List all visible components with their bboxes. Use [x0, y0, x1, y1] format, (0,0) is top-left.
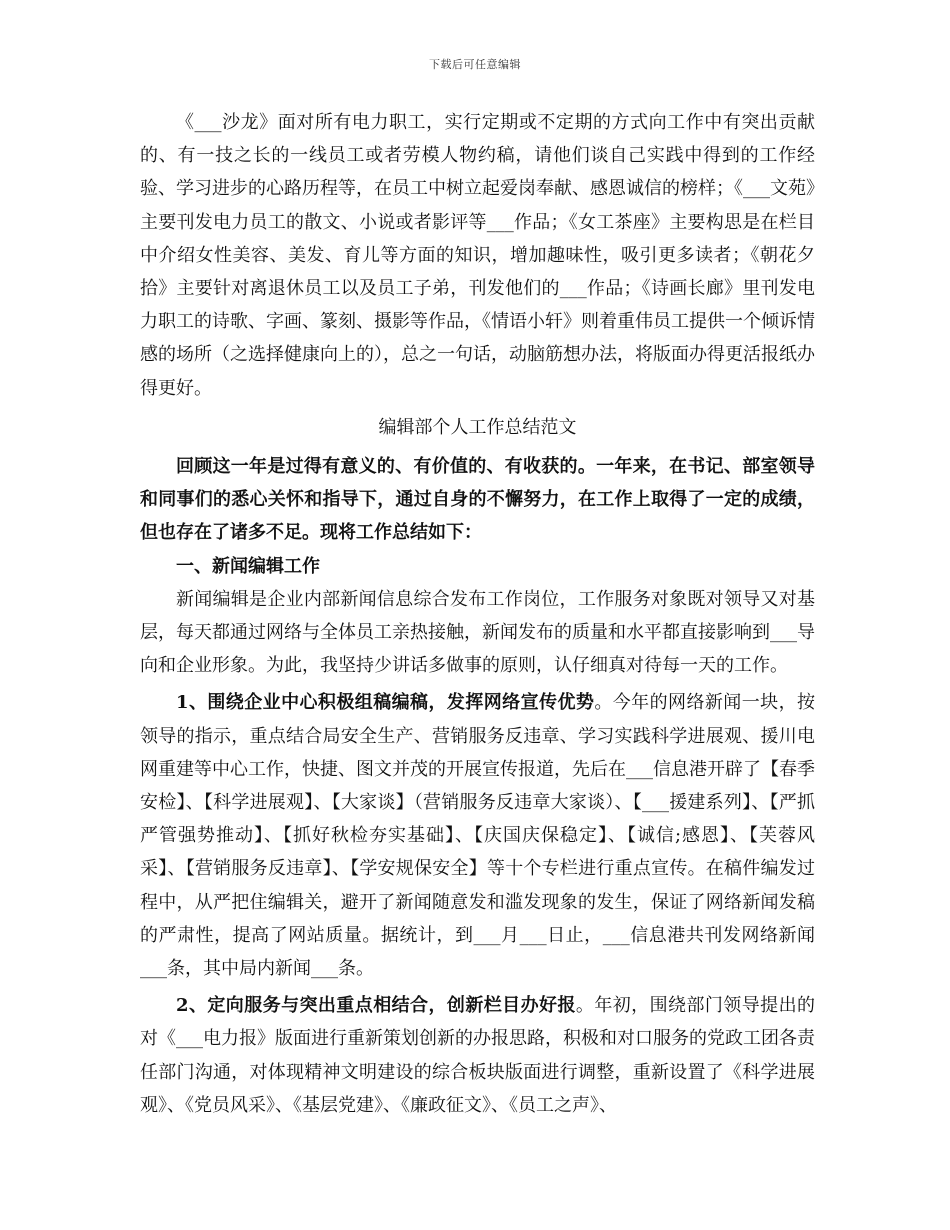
paragraph-column-intro: 《___沙龙》面对所有电力职工，实行定期或不定期的方式向工作中有突出贡献的、有一技之长的一线员工或者劳模人物约稿，请他们谈自己实践中得到的工作经验、学习进步的心路历程等，在员工中树立起爱岗奉献、感恩诚信的榜样；《___文苑》主要刊发电力员工的散文、小说或者影评等___作品；《女工茶座》主要构思是在栏目中介绍女性美容、美发、育儿等方面的知识，增加趣味性，吸引更多读者；《朝花夕拾》主要针对离退休员工以及员工子弟，刊发他们的___作品；《诗画长廊》里刊发电力职工的诗歌、字画、篆刻、摄影等作品，《情语小轩》则着重伟员工提供一个倾诉情感的场所（之选择健康向上的），总之一句话，动脑筋想办法，将版面办得更活报纸办得更好。: [140, 112, 815, 399]
intro-paragraph: 回顾这一年是过得有意义的、有价值的、有收获的。一年来，在书记、部室领导和同事们的悉心关怀和指导下，通过自身的不懈努力，在工作上取得了一定的成绩，但也存在了诸多不足。现将工作总结如下：: [140, 456, 815, 544]
item-2-body: 。年初，围绕部门领导提出的对《___电力报》版面进行重新策划创新的办报思路，积极和对口服务的党政工团各责任部门沟通，对体现精神文明建设的综合板块版面进行调整，重新设置了《科学进展观》、《党员风采》、《基层党建》、《廉政征文》、《员工之声》、: [140, 995, 815, 1116]
item-1-lead: 1、围绕企业中心积极组稿编稿，发挥网络宣传优势: [176, 692, 595, 714]
header-note: 下载后可任意编辑: [429, 58, 521, 71]
paragraph-news-editing: 新闻编辑是企业内部新闻信息综合发布工作岗位，工作服务对象既对领导又对基层，每天都通过网络与全体员工亲热接触，新闻发布的质量和水平都直接影响到___导向和企业形象。为此，我坚持少讲话多做事的原则，认仔细真对待每一天的工作。: [140, 588, 815, 677]
document-body: [140, 106, 815, 1122]
item-2-paragraph: [140, 989, 815, 1122]
item-1-paragraph: [140, 686, 815, 985]
item-2-lead: 2、定向服务与突出重点相结合，创新栏目办好报: [176, 995, 576, 1017]
section-heading-news-editing: 一、新闻编辑工作: [176, 555, 320, 577]
item-1-body: 。今年的网络新闻一块，按领导的指示，重点结合局安全生产、营销服务反违章、学习实践科学进展观、援川电网重建等中心工作，快捷、图文并茂的开展宣传报道，先后在___信息港开辟了【春季安检】、【科学进展观】、【大家谈】（营销服务反违章大家谈）、【___援建系列】、【严抓严管强势推动】、【抓好秋检夯实基础】、【庆国庆保稳定】、【诚信;感恩】、【芙蓉风采】、【营销服务反违章】、【学安规保安全】等十个专栏进行重点宣传。在稿件编发过程中，从严把住编辑关，避开了新闻随意发和滥发现象的发生，保证了网络新闻发稿的严肃性，提高了网站质量。据统计，到___月___日止，___信息港共刊发网络新闻___条，其中局内新闻___条。: [140, 692, 815, 980]
document-title: 编辑部个人工作总结范文: [378, 416, 577, 438]
